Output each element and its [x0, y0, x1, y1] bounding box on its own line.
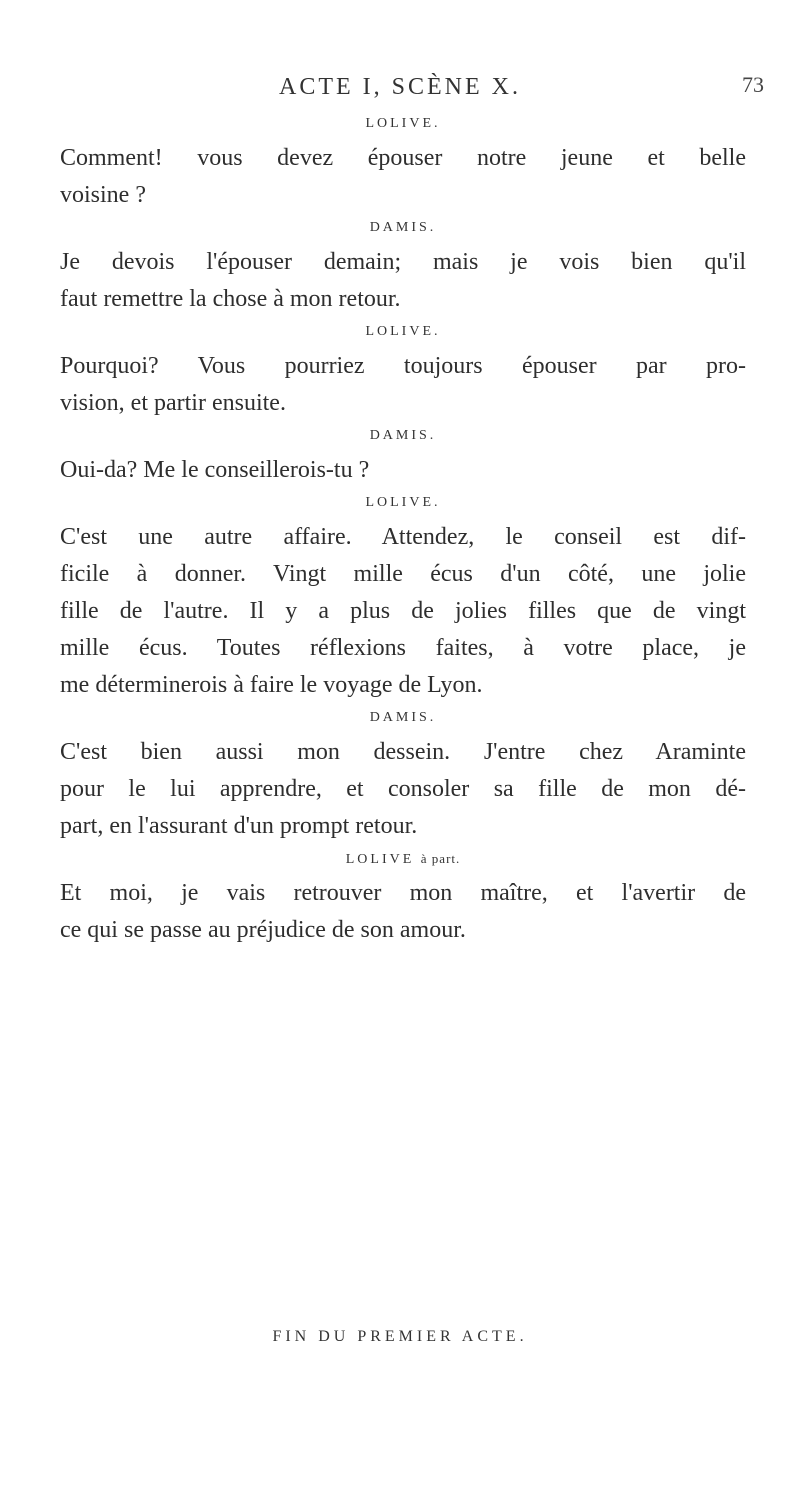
text-line: ce qui se passe au préjudice de son amour. [60, 917, 466, 943]
text-line: C'est une autre affaire. Attendez, le conseil est dif- [60, 524, 746, 550]
speaker-label: DAMIS. [369, 710, 437, 725]
page-header [0, 74, 800, 104]
speaker-label: LOLIVE. [365, 495, 441, 510]
text-line: pour le lui apprendre, et consoler sa fille de mon dé- [60, 776, 746, 802]
text-line: ficile à donner. Vingt mille écus d'un côté, une jolie [60, 561, 746, 587]
text-line: fille de l'autre. Il y a plus de jolies filles que de vingt [60, 598, 746, 624]
stage-direction: à part. [420, 851, 461, 866]
speaker-label: LOLIVE. [365, 324, 441, 339]
text-line: C'est bien aussi mon dessein. J'entre chez Araminte [60, 739, 746, 765]
text-line: voisine ? [60, 182, 146, 208]
speaker-label: DAMIS. [369, 220, 437, 235]
text-line: me déterminerois à faire le voyage de Lyon. [60, 672, 483, 698]
running-head: ACTE I, SCÈNE X. [279, 74, 521, 100]
speaker-label [60, 847, 746, 871]
act-ending: FIN DU PREMIER ACTE. [272, 1328, 528, 1345]
text-line: Et moi, je vais retrouver mon maître, et l'avertir de [60, 880, 746, 906]
text-line: Je devois l'épouser demain; mais je vois bien qu'il [60, 249, 746, 275]
text-line: Comment! vous devez épouser notre jeune et belle [60, 145, 746, 171]
text-line: Oui-da? Me le conseillerois-tu ? [60, 457, 370, 483]
dialogue-text [60, 110, 746, 949]
text-line: mille écus. Toutes réflexions faites, à votre place, je [60, 635, 746, 661]
page-number: 73 [742, 72, 764, 97]
text-line: vision, et partir ensuite. [60, 390, 286, 416]
text-line: Pourquoi? Vous pourriez toujours épouser par pro- [60, 353, 746, 379]
speaker-label: LOLIVE. [365, 116, 441, 131]
text-line: part, en l'assurant d'un prompt retour. [60, 813, 418, 839]
speaker-name: LOLIVE [345, 852, 415, 867]
speaker-label: DAMIS. [369, 428, 437, 443]
text-line: faut remettre la chose à mon retour. [60, 286, 401, 312]
